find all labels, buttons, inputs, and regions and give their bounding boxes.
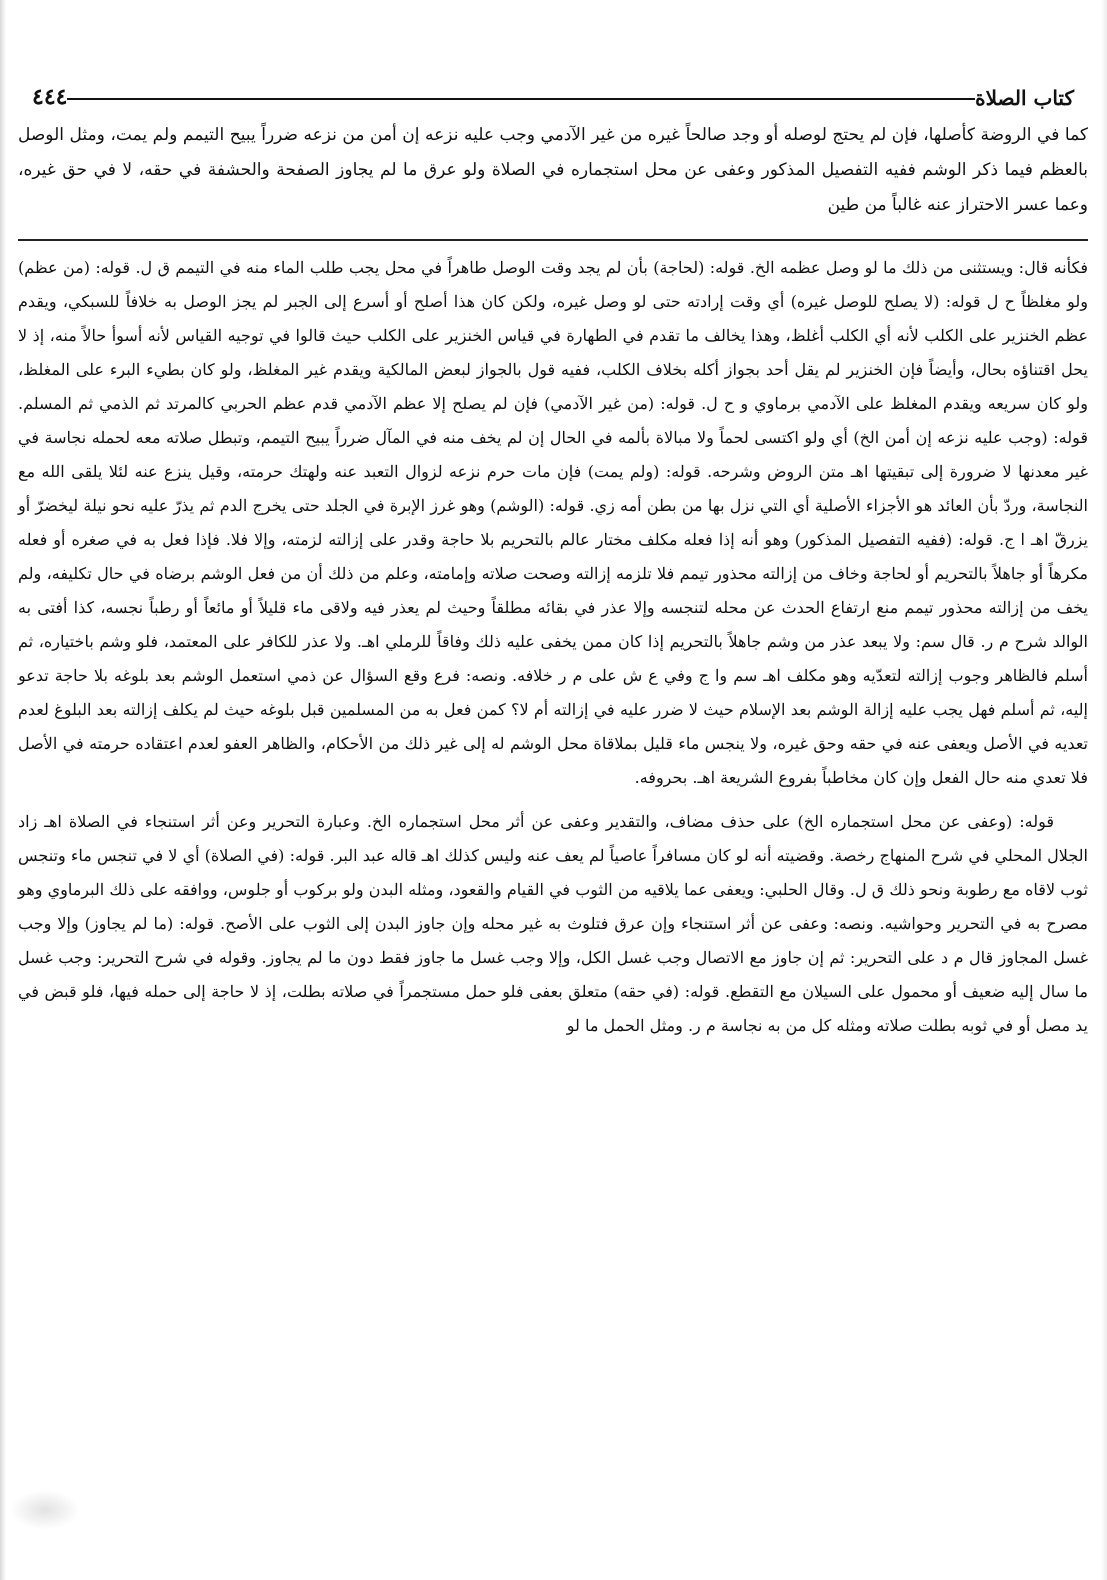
chapter-title: كتاب الصلاة — [975, 86, 1074, 110]
scan-edge-right — [1101, 0, 1107, 1580]
scan-smudge — [10, 1490, 80, 1530]
page-header — [18, 70, 1088, 110]
commentary-paragraph: قوله: (وعفى عن محل استجماره الخ) على حذف مضاف، والتقدير وعفى عن أثر محل استجماره الخ. وعبارة التحرير وعن أثر استنجاء في الصلاة اهـ زاد الجلال المحلي في شرح المنهاج رخصة. وقضيته أنه لو كان مسافراً عاصياً لم يعف عنه وليس كذلك اهـ قاله عبد البر. قوله: (في الصلاة) أي لا في تنجس ماء وتنجس ثوب لاقاه مع رطوبة ونحو ذلك ق ل. وقال الحلبي: ويعفى عما يلاقيه من الثوب في القيام والقعود، ومثله البدن ولو بركوب أو جلوس، ووافقه على ذلك البرماوي وهو مصرح به في التحرير وحواشيه. ونصه: وعفى عن أثر استنجاء وإن عرق فتلوث به غير محله وإن جاوز البدن إلى الثوب على الأصح. قوله: (ما لم يجاوز) وإلا وجب غسل المجاوز قال م د على التحرير: ثم إن جاوز مع الاتصال وجب غسل الكل، وإلا وجب غسل ما جاوز فقط دون ما لم يجاوز. وقوله في شرح التحرير: وجب غسل ما سال إليه ضعيف أو محمول على السيلان مع التقطع. قوله: (في حقه) متعلق بعفى فلو حمل مستجمراً في صلاته بطلت، إذ لا حاجة إلى حمله فيها، فلو قبض في يد مصل أو في ثوبه بطلت صلاته ومثله كل من به نجاسة م ر. ومثل الحمل ما لو — [18, 812, 1089, 1035]
commentary-paragraph: فكأنه قال: ويستثنى من ذلك ما لو وصل عظمه الخ. قوله: (لحاجة) بأن لم يجد وقت الوصل طاهراً في محل يجب طلب الماء منه في التيمم ق ل. قوله: (من عظم) ولو مغلظاً ح ل قوله: (لا يصلح للوصل غيره) أي وقت إرادته حتى لو وصل غيره، ولكن كان هذا أصلح أو أسرع إلى الجبر لم يجز الوصل به خلافاً للسبكي، ويقدم عظم الخنزير على الكلب لأنه أي الكلب أغلظ، وهذا يخالف ما تقدم في الطهارة في قياس الخنزير على الكلب حيث قالوا في توجيه القياس لأنه أسوأ حالاً منه، إذ لا يحل اقتناؤه بحال، وأيضاً فإن الخنزير لم يقل أحد بجواز أكله بخلاف الكلب، ففيه قول بالجواز لبعض المالكية ويقدم غير المغلظ، ولو كان بطيء البرء على المغلظ، ولو كان سريعه ويقدم المغلظ على الآدمي برماوي و ح ل. قوله: (من غير الآدمي) فإن لم يصلح إلا عظم الآدمي قدم عظم الحربي كالمرتد ثم الذمي ثم المسلم. قوله: (وجب عليه نزعه إن أمن الخ) أي ولو اكتسى لحماً ولا مبالاة بألمه في الحال إن لم يخف منه في المآل ضرراً يبيح التيمم، وتبطل صلاته معه لحمله نجاسة في غير معدنها لا ضرورة إلى تبقيتها اهـ متن الروض وشرحه. قوله: (ولم يمت) فإن مات حرم نزعه لزوال التعبد عنه ولهتك حرمته، وقيل ينزع عنه لئلا يلقى الله مع النجاسة، وردّ بأن العائد هو الأجزاء الأصلية أي التي نزل بها من بطن أمه زي. قوله: (الوشم) وهو غرز الإبرة في الجلد حتى يخرج الدم ثم يذرّ عليه نحو نيلة ليخضرّ أو يزرقّ اهـ ا ج. قوله: (ففيه التفصيل المذكور) وهو أنه إذا فعله مكلف مختار عالم بالتحريم بلا حاجة وقدر على إزالته لزمته، وإلا فلا. فإذا فعل به في صغره أو فعله مكرهاً أو جاهلاً بالتحريم أو لحاجة وخاف من إزالته محذور تيمم فلا تلزمه إزالته وصحت صلاته وإمامته، وعلم من ذلك أن من فعل الوشم برضاه في حال تكليفه، ولم يخف من إزالته محذور تيمم منع ارتفاع الحدث عن محله لتنجسه وإلا عذر في بقائه مطلقاً وحيث لم يعذر فيه ولاقى ماء قليلاً أو مائعاً أو رطباً نجسه، كذا أفتى به الوالد شرح م ر. قال سم: ولا يبعد عذر من وشم جاهلاً بالتحريم إذا كان ممن يخفى عليه ذلك وفاقاً للرملي اهـ. ولا عذر للكافر على المعتمد، فلو وشم باختياره، ثم أسلم فالظاهر وجوب إزالته لتعدّيه وهو مكلف اهـ سم وا ج وفي ع ش على م ر خلافه. ونصه: فرع وقع السؤال عن ذمي استعمل الوشم بعد بلوغه بلا حاجة تدعو إليه، ثم أسلم فهل يجب عليه إزالة الوشم بعد الإسلام حيث لا ضرر عليه في إزالته أم لا؟ كمن فعل به من المسلمين قبل بلوغه حيث لم يكلف إزالته بعد البلوغ لعدم تعديه في الأصل ويعفى عنه في حقه وحق غيره، ولا ينجس ماء قليل بملاقاة محل الوشم له إلى غير ذلك من الأحكام، والظاهر العفو لعدم اعتقاده حرمته في الأصل فلا تعدي منه حال الفعل وإن كان مخاطباً بفروع الشريعة اهـ. بحروفه. — [18, 258, 1089, 787]
page-number: ٤٤٤ — [32, 84, 68, 110]
section-divider — [18, 239, 1088, 241]
book-page — [18, 70, 1088, 1043]
header-rule — [67, 98, 975, 100]
scan-edge-left — [0, 0, 6, 1580]
main-text: كما في الروضة كأصلها، فإن لم يحتج لوصله أو وجد صالحاً غيره من غير الآدمي وجب عليه نزعه إن أمن من نزعه ضرراً يبيح التيمم ولم يمت، ومثل الوصل بالعظم فيما ذكر الوشم ففيه التفصيل المذكور وعفى عن محل استجماره في الصلاة ولو عرق ما لم يجاوز الصفحة والحشفة في حقه، لا في حق غيره، وعما عسر الاحتراز عنه غالباً من طين — [18, 125, 1088, 215]
